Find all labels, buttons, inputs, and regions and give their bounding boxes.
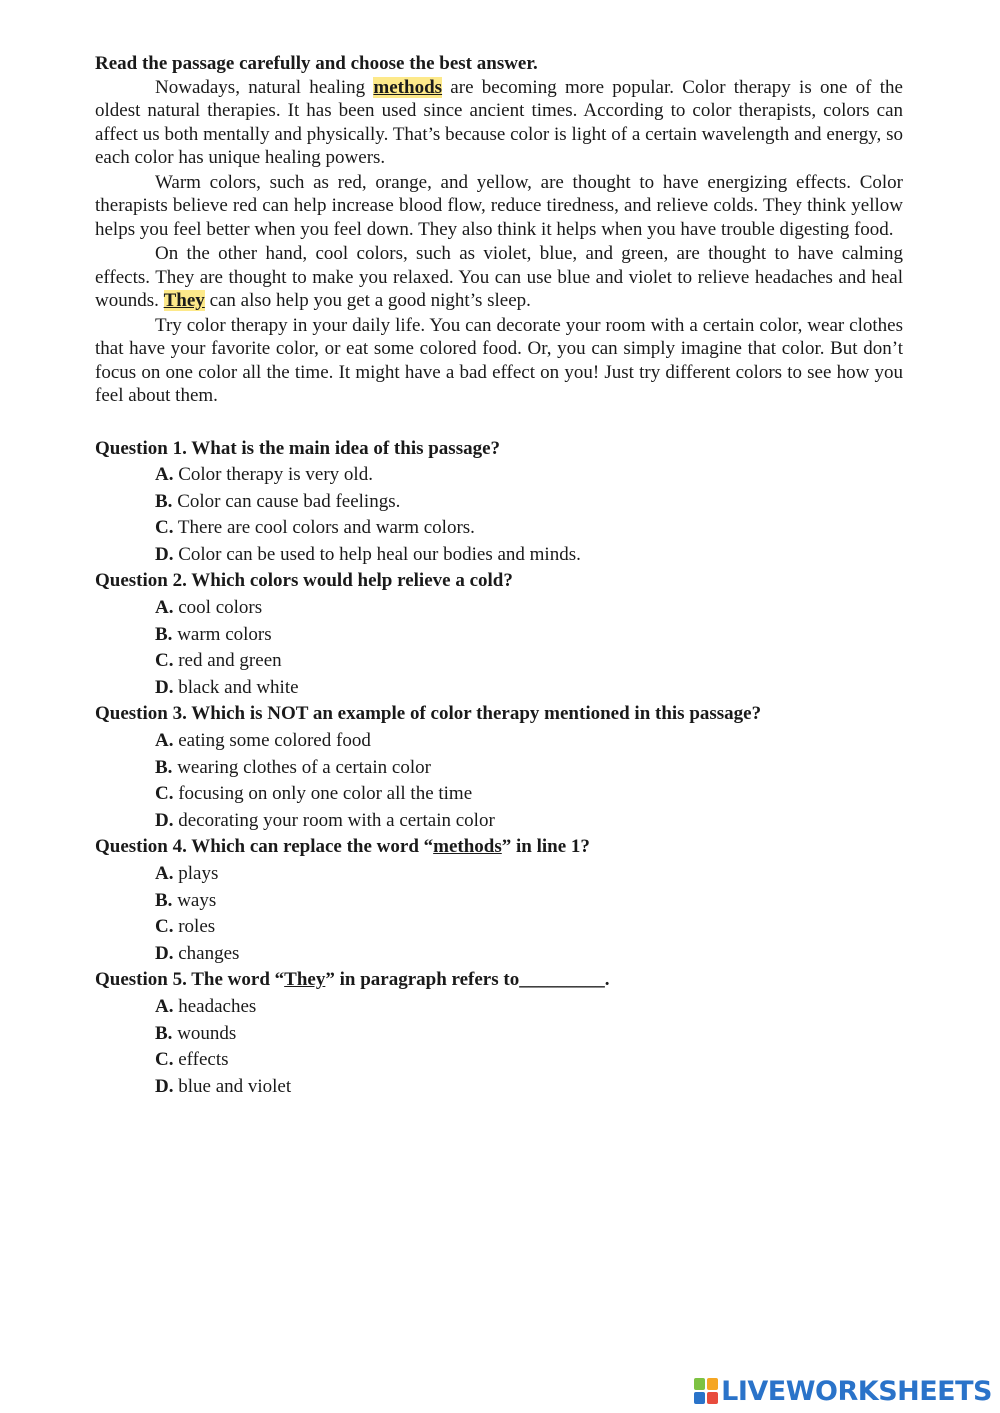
option-letter: A. [155,597,174,619]
passage-paragraph-4: Try color therapy in your daily life. You can decorate your room with a certain color, wear clothes that have your favorite color, or eat some colored food. Or, you can simply imagine that color. But don’t focus on one color all the time. It might have a bad effect on you! Just try different colors to see how you feel about them. [95,314,903,406]
question-4 [95,834,903,967]
question-list [95,436,903,1101]
passage-text: can also help you get a good night’s sleep. [204,290,531,311]
option-letter: B. [155,756,173,778]
underlined-word-they: They [284,969,326,991]
question-4-option-b[interactable] [155,888,903,915]
worksheet-page [95,52,903,1100]
option-letter: D. [155,676,174,698]
option-text: warm colors [177,623,272,645]
logo-square [707,1392,718,1404]
question-2-option-b[interactable] [155,622,903,649]
question-1-text: Question 1. What is the main idea of this passage? [95,437,501,459]
option-text: changes [178,942,240,964]
question-5-option-a[interactable] [155,994,903,1021]
passage-paragraph-1 [95,76,903,170]
question-text-part: ” in paragraph refers to_________. [325,969,610,991]
question-3 [95,701,903,834]
question-4-option-d[interactable] [155,941,903,968]
question-1-option-c[interactable] [155,515,903,542]
question-1-option-b[interactable] [155,489,903,516]
option-letter: D. [155,1075,174,1097]
question-text-part: Question 5. The word “ [95,969,285,991]
option-letter: D. [155,809,174,831]
question-text-part: Question 4. Which can replace the word “ [95,836,434,858]
option-text: headaches [178,995,257,1017]
option-letter: A. [155,863,174,884]
question-3-text: Question 3. Which is NOT an example of color therapy mentioned in this passage? [95,703,762,725]
highlighted-word-methods: methods [373,76,443,98]
question-5 [95,967,903,1100]
question-3-option-a[interactable] [155,728,903,755]
question-text-part: ” in line 1? [501,836,590,858]
option-text: There are cool colors and warm colors. [177,517,475,539]
question-3-option-c[interactable] [155,781,903,808]
option-letter: C. [155,783,174,805]
option-letter: A. [155,995,174,1017]
option-letter: B. [155,889,173,911]
question-5-option-c[interactable] [155,1047,903,1074]
option-letter: C. [155,916,174,938]
option-letter: B. [155,1022,173,1044]
option-text: blue and violet [178,1075,292,1097]
option-letter: C. [155,1049,174,1071]
liveworksheets-logo[interactable] [694,1374,992,1408]
logo-text: LIVEWORKSHEETS [721,1375,992,1407]
reading-passage [95,76,903,408]
question-1-option-d[interactable] [155,542,903,569]
question-4-text [95,834,903,861]
option-text: Color therapy is very old. [178,464,373,486]
option-letter: D. [155,543,174,565]
option-text: Color can cause bad feelings. [177,490,401,512]
option-text: Color can be used to help heal our bodies and minds. [178,543,581,565]
question-1-option-a[interactable] [155,462,903,489]
underlined-word-methods: methods [433,836,502,858]
question-5-option-b[interactable] [155,1021,903,1048]
option-text: black and white [178,676,299,698]
option-text: cool colors [178,597,263,619]
passage-text: On the other hand, cool colors, such as violet, blue, and green, are thought to have calming effects. They are thought to make you relaxed. You can use blue and violet to relieve headaches and heal wounds. [95,243,903,311]
question-2-option-c[interactable] [155,648,903,675]
option-text: wearing clothes of a certain color [177,756,431,778]
option-letter: D. [155,942,174,964]
passage-paragraph-2: Warm colors, such as red, orange, and yellow, are thought to have energizing effects. Color therapists believe red can help increase blood flow, reduce tiredness, and relieve colds. They think yellow helps you feel better when you feel down. They also think it helps when you have trouble digesting food. [95,171,903,240]
option-letter: A. [155,464,174,486]
option-text: plays [178,863,219,884]
question-5-option-d[interactable] [155,1074,903,1101]
option-text: ways [177,889,217,911]
option-text: effects [178,1049,229,1071]
option-text: roles [178,916,216,938]
question-4-option-c[interactable] [155,914,903,941]
option-text: wounds [177,1022,237,1044]
question-3-option-d[interactable] [155,808,903,835]
option-text: decorating your room with a certain color [178,809,495,831]
question-2-text: Question 2. Which colors would help relieve a cold? [95,570,513,592]
option-text: eating some colored food [178,730,371,752]
question-4-option-a[interactable] [155,861,903,888]
option-letter: B. [155,623,173,645]
option-letter: A. [155,730,174,752]
passage-text: are becoming more popular. Color therapy is one of the oldest natural therapies. It has been used since ancient times. According to color therapists, colors can affect us both mentally and physically. That’s because color is light of a certain wavelength and energy, so each color has unique healing powers. [95,76,903,168]
option-text: focusing on only one color all the time [178,783,473,805]
logo-square [707,1378,718,1390]
option-text: red and green [178,650,282,672]
question-5-text [95,967,903,994]
logo-square [694,1378,705,1390]
instruction-heading: Read the passage carefully and choose the best answer. [95,53,538,74]
question-1 [95,436,903,569]
question-3-option-b[interactable] [155,755,903,782]
option-letter: C. [155,650,174,672]
question-2-option-a[interactable] [155,595,903,622]
question-2-option-d[interactable] [155,675,903,702]
passage-paragraph-3 [95,242,903,313]
highlighted-word-they: They [163,290,205,311]
option-letter: C. [155,517,174,539]
option-letter: B. [155,490,173,512]
logo-square [694,1392,705,1404]
question-2 [95,568,903,701]
liveworksheets-logo-icon [694,1378,718,1404]
passage-text: Nowadays, natural healing [155,76,374,98]
